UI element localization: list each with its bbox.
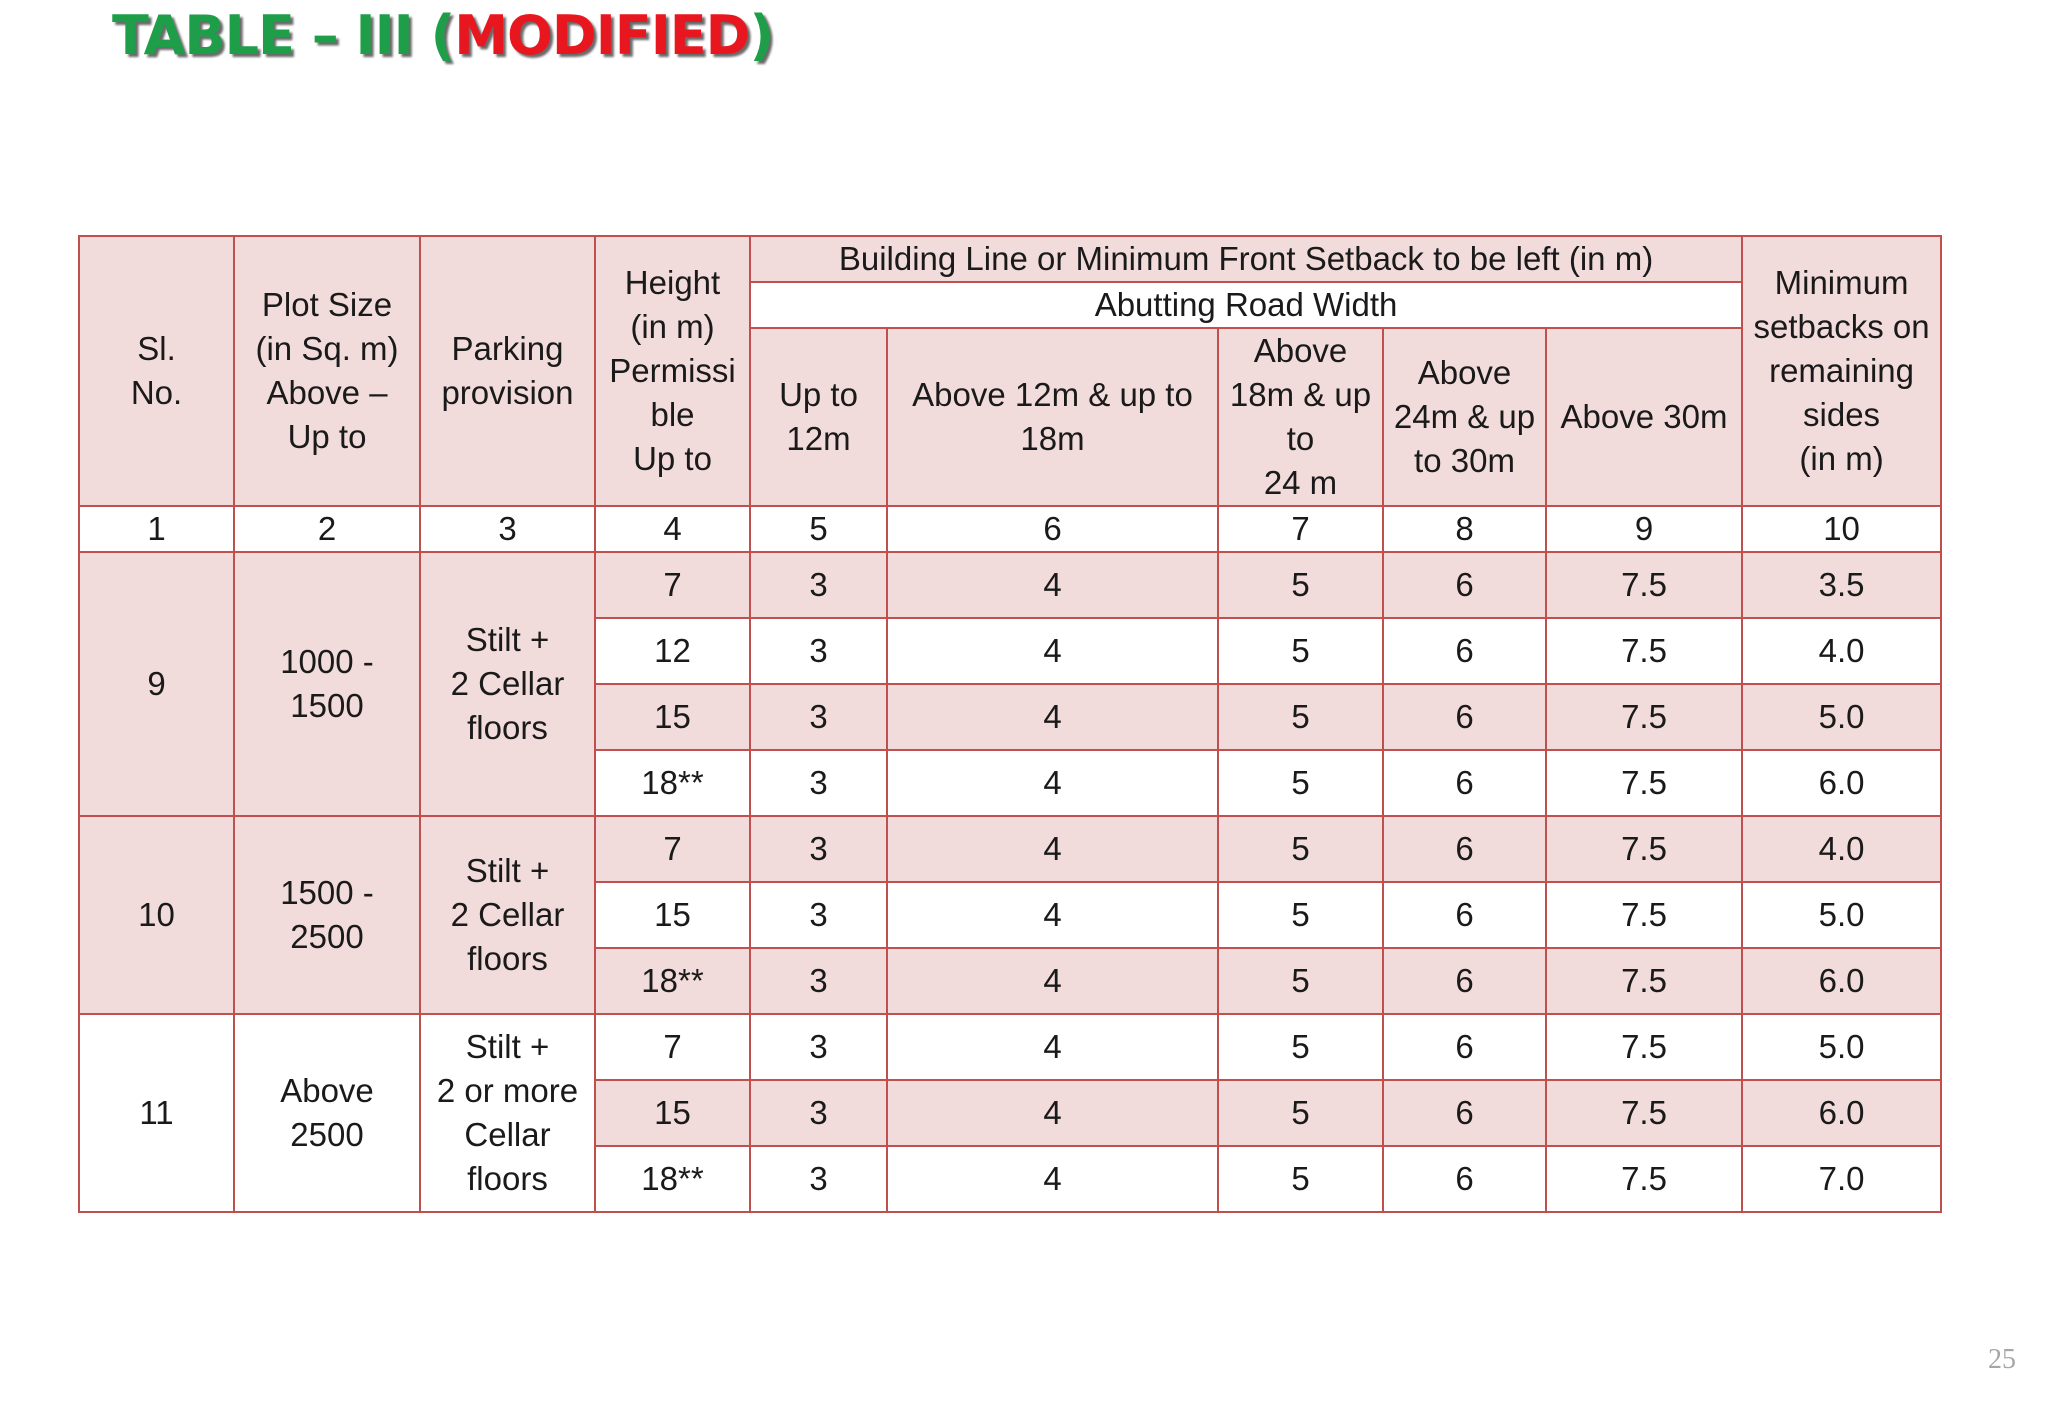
table-row [79,816,1941,882]
header-sl-no: Sl. No. [79,236,234,506]
value-cell-c9: 7.5 [1546,618,1742,684]
column-number: 5 [750,506,887,552]
value-cell-c5: 3 [750,1080,887,1146]
height-cell: 15 [595,1080,750,1146]
header-road-24-30: Above 24m & up to 30m [1383,328,1546,506]
setback-table [78,235,1942,1213]
value-cell-c6: 4 [887,750,1218,816]
header-road-12-18: Above 12m & up to 18m [887,328,1218,506]
value-cell-c7: 5 [1218,750,1383,816]
value-cell-c7: 5 [1218,1080,1383,1146]
height-cell: 7 [595,552,750,618]
value-cell-c7: 5 [1218,618,1383,684]
height-cell: 18** [595,750,750,816]
height-cell: 15 [595,684,750,750]
value-cell-c5: 3 [750,816,887,882]
value-cell-c9: 7.5 [1546,1080,1742,1146]
value-cell-c6: 4 [887,816,1218,882]
value-cell-c8: 6 [1383,1146,1546,1212]
value-cell-c7: 5 [1218,684,1383,750]
value-cell-c5: 3 [750,1014,887,1080]
value-cell-c7: 5 [1218,882,1383,948]
value-cell-c9: 7.5 [1546,816,1742,882]
height-cell: 12 [595,618,750,684]
value-cell-c9: 7.5 [1546,1014,1742,1080]
parking-cell: Stilt + 2 Cellar floors [420,816,595,1014]
parking-cell: Stilt + 2 Cellar floors [420,552,595,816]
value-cell-c7: 5 [1218,1014,1383,1080]
column-number: 7 [1218,506,1383,552]
value-cell-c6: 4 [887,1014,1218,1080]
column-number: 1 [79,506,234,552]
header-parking: Parking provision [420,236,595,506]
column-number: 3 [420,506,595,552]
plot-size-cell: Above 2500 [234,1014,420,1212]
value-cell-c9: 7.5 [1546,552,1742,618]
sl-no-cell: 9 [79,552,234,816]
value-cell-c8: 6 [1383,750,1546,816]
value-cell-c10: 5.0 [1742,684,1941,750]
plot-size-cell: 1500 - 2500 [234,816,420,1014]
sl-no-cell: 10 [79,816,234,1014]
value-cell-c8: 6 [1383,1080,1546,1146]
value-cell-c6: 4 [887,948,1218,1014]
slide-number: 25 [1988,1344,2016,1375]
value-cell-c8: 6 [1383,552,1546,618]
value-cell-c6: 4 [887,1080,1218,1146]
value-cell-c7: 5 [1218,816,1383,882]
value-cell-c10: 6.0 [1742,750,1941,816]
plot-size-cell: 1000 - 1500 [234,552,420,816]
value-cell-c9: 7.5 [1546,882,1742,948]
title-modified: MODIFIED [454,4,750,67]
column-number-row [79,506,1941,552]
value-cell-c6: 4 [887,1146,1218,1212]
value-cell-c6: 4 [887,618,1218,684]
value-cell-c5: 3 [750,618,887,684]
table-row [79,552,1941,618]
header-height: Height (in m) Permissi ble Up to [595,236,750,506]
header-plot-size: Plot Size (in Sq. m) Above – Up to [234,236,420,506]
value-cell-c7: 5 [1218,552,1383,618]
value-cell-c5: 3 [750,948,887,1014]
column-number: 6 [887,506,1218,552]
value-cell-c7: 5 [1218,1146,1383,1212]
height-cell: 18** [595,1146,750,1212]
parking-cell: Stilt + 2 or more Cellar floors [420,1014,595,1212]
value-cell-c5: 3 [750,750,887,816]
title-suffix: ) [749,4,774,67]
column-number: 8 [1383,506,1546,552]
header-road-upto-12: Up to 12m [750,328,887,506]
value-cell-c10: 5.0 [1742,1014,1941,1080]
value-cell-c8: 6 [1383,1014,1546,1080]
value-cell-c9: 7.5 [1546,948,1742,1014]
value-cell-c10: 5.0 [1742,882,1941,948]
value-cell-c10: 4.0 [1742,618,1941,684]
height-cell: 18** [595,948,750,1014]
column-number: 2 [234,506,420,552]
value-cell-c10: 3.5 [1742,552,1941,618]
header-building-line: Building Line or Minimum Front Setback to be left (in m) [750,236,1742,282]
value-cell-c8: 6 [1383,948,1546,1014]
height-cell: 7 [595,1014,750,1080]
column-number: 4 [595,506,750,552]
table-body [79,552,1941,1212]
column-number: 9 [1546,506,1742,552]
value-cell-c8: 6 [1383,882,1546,948]
value-cell-c10: 6.0 [1742,1080,1941,1146]
value-cell-c8: 6 [1383,618,1546,684]
header-min-setbacks: Minimum setbacks on remaining sides (in m) [1742,236,1941,506]
value-cell-c9: 7.5 [1546,684,1742,750]
value-cell-c5: 3 [750,1146,887,1212]
height-cell: 7 [595,816,750,882]
header-road-above-30: Above 30m [1546,328,1742,506]
value-cell-c7: 5 [1218,948,1383,1014]
title-prefix: TABLE – III ( [112,4,455,67]
value-cell-c9: 7.5 [1546,1146,1742,1212]
header-road-18-24: Above 18m & up to 24 m [1218,328,1383,506]
value-cell-c10: 7.0 [1742,1146,1941,1212]
value-cell-c5: 3 [750,552,887,618]
height-cell: 15 [595,882,750,948]
value-cell-c10: 4.0 [1742,816,1941,882]
header-abutting-road-width: Abutting Road Width [750,282,1742,328]
page-title [112,0,773,72]
column-number: 10 [1742,506,1941,552]
value-cell-c6: 4 [887,684,1218,750]
value-cell-c6: 4 [887,882,1218,948]
value-cell-c8: 6 [1383,816,1546,882]
value-cell-c8: 6 [1383,684,1546,750]
table-row [79,1014,1941,1080]
value-cell-c6: 4 [887,552,1218,618]
value-cell-c5: 3 [750,684,887,750]
value-cell-c10: 6.0 [1742,948,1941,1014]
sl-no-cell: 11 [79,1014,234,1212]
value-cell-c9: 7.5 [1546,750,1742,816]
value-cell-c5: 3 [750,882,887,948]
